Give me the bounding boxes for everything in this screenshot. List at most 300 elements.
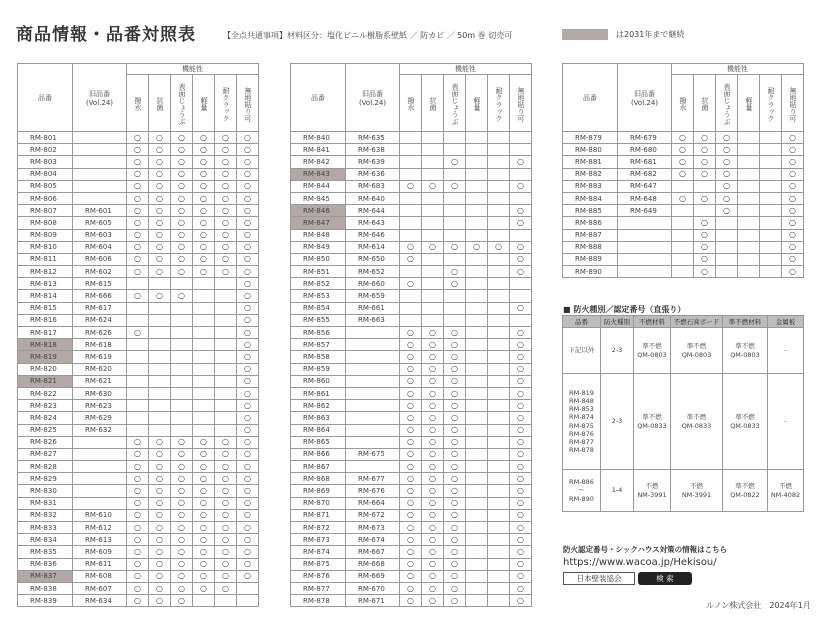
function-mark	[237, 497, 259, 509]
header-function	[488, 75, 510, 132]
function-mark	[237, 424, 259, 436]
header-old-code	[618, 64, 672, 132]
table-row	[563, 253, 804, 265]
function-mark	[127, 412, 149, 424]
header-function	[738, 75, 760, 132]
function-mark	[444, 400, 466, 412]
function-mark	[237, 473, 259, 485]
circle-mark: ○	[178, 132, 185, 142]
table-row	[291, 436, 532, 448]
info-url[interactable]: https://www.wacoa.jp/Hekisou/	[563, 557, 717, 568]
circle-mark: ○	[701, 266, 708, 276]
circle-mark: ○	[517, 217, 525, 227]
circle-mark: ○	[451, 522, 458, 532]
circle-mark: ○	[244, 132, 252, 142]
circle-mark: ○	[517, 595, 525, 605]
circle-mark: ○	[429, 473, 436, 483]
circle-mark: ○	[178, 486, 185, 496]
circle-mark: ○	[723, 132, 730, 142]
circle-mark: ○	[244, 534, 252, 544]
function-mark	[127, 217, 149, 229]
old-product-code: RM-623	[73, 400, 127, 412]
circle-mark: ○	[429, 376, 436, 386]
function-mark	[672, 229, 694, 241]
circle-mark: ○	[517, 571, 525, 581]
function-mark	[193, 534, 215, 546]
old-product-code: RM-648	[618, 192, 672, 204]
circle-mark: ○	[200, 571, 207, 581]
function-mark	[466, 461, 488, 473]
circle-mark: ○	[156, 583, 163, 593]
function-mark	[738, 205, 760, 217]
table-row	[563, 132, 804, 144]
function-mark	[488, 387, 510, 399]
circle-mark: ○	[134, 291, 141, 301]
header-function-group: 機能性	[672, 64, 804, 75]
function-mark	[237, 144, 259, 156]
product-code: RM-841	[291, 144, 346, 156]
circle-mark: ○	[517, 303, 525, 313]
function-mark	[466, 132, 488, 144]
circle-mark: ○	[178, 522, 185, 532]
table-row	[291, 339, 532, 351]
product-code: RM-852	[291, 278, 346, 290]
circle-mark: ○	[244, 388, 252, 398]
function-mark	[149, 339, 171, 351]
product-code: RM-802	[18, 144, 73, 156]
circle-mark: ○	[244, 376, 252, 386]
function-mark	[215, 400, 237, 412]
circle-mark: ○	[451, 595, 458, 605]
function-mark	[171, 375, 193, 387]
search-button[interactable]: 検 索	[638, 572, 692, 585]
function-mark	[444, 241, 466, 253]
circle-mark: ○	[222, 254, 229, 264]
table-row	[291, 144, 532, 156]
old-product-code: RM-675	[346, 448, 400, 460]
function-mark	[510, 509, 532, 521]
circle-mark: ○	[451, 327, 458, 337]
old-product-code: RM-670	[346, 582, 400, 594]
circle-mark: ○	[789, 254, 797, 264]
circle-mark: ○	[429, 461, 436, 471]
function-mark	[171, 156, 193, 168]
table-row	[563, 192, 804, 204]
fire-cell: 下記以外	[563, 328, 601, 374]
function-mark	[422, 448, 444, 460]
function-mark	[193, 595, 215, 607]
product-code: RM-845	[291, 192, 346, 204]
function-mark	[237, 229, 259, 241]
function-mark	[237, 595, 259, 607]
old-product-code	[346, 339, 400, 351]
function-mark	[400, 375, 422, 387]
function-mark	[171, 229, 193, 241]
header-function	[782, 75, 804, 132]
function-mark	[171, 217, 193, 229]
function-mark	[488, 497, 510, 509]
circle-mark: ○	[244, 486, 252, 496]
circle-mark: ○	[679, 132, 686, 142]
function-mark	[237, 546, 259, 558]
circle-mark: ○	[407, 546, 414, 556]
product-code: RM-843	[291, 168, 346, 180]
circle-mark: ○	[473, 242, 480, 252]
function-mark	[171, 558, 193, 570]
function-mark	[444, 595, 466, 607]
function-mark	[149, 400, 171, 412]
function-mark	[510, 266, 532, 278]
circle-mark: ○	[134, 193, 141, 203]
function-mark	[444, 351, 466, 363]
product-code: RM-849	[291, 241, 346, 253]
old-product-code	[618, 217, 672, 229]
function-mark	[510, 339, 532, 351]
old-product-code: RM-647	[618, 180, 672, 192]
function-mark	[760, 217, 782, 229]
function-mark	[215, 278, 237, 290]
function-mark	[694, 205, 716, 217]
function-mark	[127, 132, 149, 144]
function-mark	[237, 363, 259, 375]
table-row	[18, 534, 259, 546]
circle-mark: ○	[789, 193, 797, 203]
product-code: RM-876	[291, 570, 346, 582]
function-mark	[466, 546, 488, 558]
circle-mark: ○	[178, 498, 185, 508]
table-row	[291, 363, 532, 375]
table-row	[18, 192, 259, 204]
function-mark	[193, 522, 215, 534]
circle-mark: ○	[178, 559, 185, 569]
function-mark	[510, 180, 532, 192]
function-mark	[127, 546, 149, 558]
circle-mark: ○	[200, 181, 207, 191]
circle-mark: ○	[178, 534, 185, 544]
function-mark	[400, 461, 422, 473]
circle-mark: ○	[701, 156, 708, 166]
header-old-code	[73, 64, 127, 132]
header-function	[149, 75, 171, 132]
product-table	[290, 63, 532, 607]
circle-mark: ○	[244, 437, 252, 447]
function-mark	[510, 582, 532, 594]
circle-mark: ○	[429, 546, 436, 556]
function-mark	[422, 461, 444, 473]
function-mark	[215, 522, 237, 534]
circle-mark: ○	[178, 217, 185, 227]
old-product-code: RM-638	[346, 144, 400, 156]
function-mark	[510, 351, 532, 363]
function-mark	[422, 375, 444, 387]
circle-mark: ○	[134, 217, 141, 227]
header-function	[716, 75, 738, 132]
circle-mark: ○	[701, 193, 708, 203]
circle-mark: ○	[451, 486, 458, 496]
circle-mark: ○	[222, 169, 229, 179]
function-mark	[237, 192, 259, 204]
circle-mark: ○	[200, 449, 207, 459]
table-row	[18, 168, 259, 180]
function-mark	[694, 266, 716, 278]
function-mark	[149, 509, 171, 521]
function-mark	[444, 485, 466, 497]
circle-mark: ○	[200, 205, 207, 215]
function-mark	[215, 387, 237, 399]
table-row	[291, 375, 532, 387]
association-search-field[interactable]: 日本壁装協会	[563, 572, 635, 585]
circle-mark: ○	[407, 559, 414, 569]
function-mark	[782, 132, 804, 144]
old-product-code: RM-603	[73, 229, 127, 241]
circle-mark: ○	[429, 388, 436, 398]
function-mark	[149, 448, 171, 460]
table-row	[291, 192, 532, 204]
old-product-code: RM-618	[73, 339, 127, 351]
circle-mark: ○	[517, 156, 525, 166]
product-code: RM-890	[563, 266, 618, 278]
table-row	[18, 278, 259, 290]
circle-mark: ○	[407, 486, 414, 496]
function-mark	[193, 375, 215, 387]
circle-mark: ○	[701, 144, 708, 154]
function-mark	[422, 339, 444, 351]
old-product-code: RM-612	[73, 522, 127, 534]
function-mark	[215, 290, 237, 302]
table-row	[291, 302, 532, 314]
function-mark	[444, 436, 466, 448]
table-row	[291, 497, 532, 509]
function-mark	[127, 595, 149, 607]
function-mark	[215, 424, 237, 436]
function-mark	[422, 485, 444, 497]
function-mark	[738, 192, 760, 204]
function-mark	[510, 448, 532, 460]
function-mark	[510, 302, 532, 314]
old-product-code: RM-646	[346, 229, 400, 241]
function-mark	[237, 302, 259, 314]
circle-mark: ○	[451, 546, 458, 556]
function-mark	[149, 436, 171, 448]
function-mark	[510, 327, 532, 339]
circle-mark: ○	[451, 364, 458, 374]
function-mark	[782, 168, 804, 180]
circle-mark: ○	[517, 388, 525, 398]
fire-cell: -	[768, 328, 804, 374]
circle-mark: ○	[156, 230, 163, 240]
circle-mark: ○	[517, 351, 525, 361]
product-code: RM-836	[18, 558, 73, 570]
function-mark	[422, 497, 444, 509]
function-mark	[127, 339, 149, 351]
table-row	[291, 168, 532, 180]
header-function	[694, 75, 716, 132]
function-mark	[171, 448, 193, 460]
product-code: RM-873	[291, 534, 346, 546]
function-mark	[694, 217, 716, 229]
circle-mark: ○	[244, 461, 252, 471]
circle-mark: ○	[222, 144, 229, 154]
old-product-code: RM-605	[73, 217, 127, 229]
function-mark	[171, 436, 193, 448]
table-row	[291, 314, 532, 326]
function-mark	[171, 570, 193, 582]
function-mark	[193, 497, 215, 509]
circle-mark: ○	[723, 156, 730, 166]
product-code: RM-821	[18, 375, 73, 387]
function-mark	[193, 266, 215, 278]
function-mark	[237, 314, 259, 326]
function-mark	[694, 241, 716, 253]
function-mark	[716, 229, 738, 241]
function-mark	[422, 351, 444, 363]
circle-mark: ○	[517, 546, 525, 556]
circle-mark: ○	[178, 156, 185, 166]
function-mark	[127, 558, 149, 570]
function-mark	[716, 156, 738, 168]
header-function-label: 無地貼り可	[517, 86, 526, 122]
table-row	[291, 229, 532, 241]
table-row	[563, 266, 804, 278]
function-mark	[127, 375, 149, 387]
function-mark	[400, 387, 422, 399]
function-mark	[193, 144, 215, 156]
circle-mark: ○	[679, 144, 686, 154]
function-mark	[422, 132, 444, 144]
fire-cell: RM-819 RM-848 RM-853 RM-874 RM-875 RM-876 RM-877 RM-878	[563, 374, 601, 470]
function-mark	[488, 509, 510, 521]
function-mark	[149, 302, 171, 314]
circle-mark: ○	[178, 169, 185, 179]
function-mark	[444, 363, 466, 375]
function-mark	[149, 473, 171, 485]
function-mark	[510, 290, 532, 302]
table-row	[291, 461, 532, 473]
function-mark	[488, 582, 510, 594]
function-mark	[488, 375, 510, 387]
function-mark	[171, 327, 193, 339]
function-mark	[444, 497, 466, 509]
circle-mark: ○	[200, 522, 207, 532]
function-mark	[716, 180, 738, 192]
function-mark	[694, 144, 716, 156]
table-row	[18, 327, 259, 339]
function-mark	[149, 180, 171, 192]
function-mark	[422, 327, 444, 339]
old-product-code: RM-607	[73, 582, 127, 594]
function-mark	[510, 363, 532, 375]
old-product-code: RM-604	[73, 241, 127, 253]
function-mark	[400, 217, 422, 229]
circle-mark: ○	[495, 242, 502, 252]
table-row	[18, 363, 259, 375]
function-mark	[237, 448, 259, 460]
function-mark	[488, 436, 510, 448]
old-product-code	[346, 327, 400, 339]
table-row	[291, 217, 532, 229]
circle-mark: ○	[407, 583, 414, 593]
circle-mark: ○	[407, 449, 414, 459]
old-product-code: RM-609	[73, 546, 127, 558]
circle-mark: ○	[517, 425, 525, 435]
circle-mark: ○	[407, 510, 414, 520]
fire-row	[563, 328, 804, 374]
function-mark	[171, 180, 193, 192]
function-mark	[400, 229, 422, 241]
product-code: RM-822	[18, 387, 73, 399]
table-row	[291, 205, 532, 217]
function-mark	[422, 522, 444, 534]
function-mark	[149, 363, 171, 375]
function-mark	[215, 144, 237, 156]
circle-mark: ○	[178, 181, 185, 191]
function-mark	[237, 522, 259, 534]
circle-mark: ○	[701, 230, 708, 240]
fire-cell: 準不燃 QM-0833	[634, 374, 671, 470]
circle-mark: ○	[429, 400, 436, 410]
circle-mark: ○	[517, 412, 525, 422]
table-row	[18, 448, 259, 460]
old-product-code	[73, 180, 127, 192]
function-mark	[694, 168, 716, 180]
function-mark	[149, 314, 171, 326]
function-mark	[149, 461, 171, 473]
product-code: RM-848	[291, 229, 346, 241]
function-mark	[127, 522, 149, 534]
header-function-label: 撥水	[134, 97, 142, 111]
function-mark	[444, 132, 466, 144]
circle-mark: ○	[222, 132, 229, 142]
circle-mark: ○	[679, 169, 686, 179]
product-code: RM-807	[18, 205, 73, 217]
function-mark	[171, 253, 193, 265]
function-mark	[149, 570, 171, 582]
function-mark	[760, 253, 782, 265]
product-code: RM-806	[18, 192, 73, 204]
function-mark	[738, 241, 760, 253]
old-product-code: RM-630	[73, 387, 127, 399]
circle-mark: ○	[200, 437, 207, 447]
table-row	[18, 253, 259, 265]
table-row	[18, 485, 259, 497]
circle-mark: ○	[451, 583, 458, 593]
function-mark	[760, 180, 782, 192]
circle-mark: ○	[222, 510, 229, 520]
table-row	[18, 570, 259, 582]
old-product-code: RM-634	[73, 595, 127, 607]
table-row	[563, 229, 804, 241]
function-mark	[171, 339, 193, 351]
table-row	[563, 168, 804, 180]
function-mark	[215, 546, 237, 558]
circle-mark: ○	[222, 181, 229, 191]
function-mark	[171, 400, 193, 412]
function-mark	[672, 205, 694, 217]
function-mark	[171, 302, 193, 314]
function-mark	[488, 144, 510, 156]
circle-mark: ○	[517, 583, 525, 593]
circle-mark: ○	[222, 534, 229, 544]
circle-mark: ○	[222, 156, 229, 166]
function-mark	[466, 497, 488, 509]
header-old-code-vol: (Vol.24)	[358, 98, 387, 107]
circle-mark: ○	[244, 546, 252, 556]
function-mark	[738, 180, 760, 192]
function-mark	[466, 339, 488, 351]
product-code: RM-881	[563, 156, 618, 168]
function-mark	[782, 180, 804, 192]
circle-mark: ○	[156, 461, 163, 471]
